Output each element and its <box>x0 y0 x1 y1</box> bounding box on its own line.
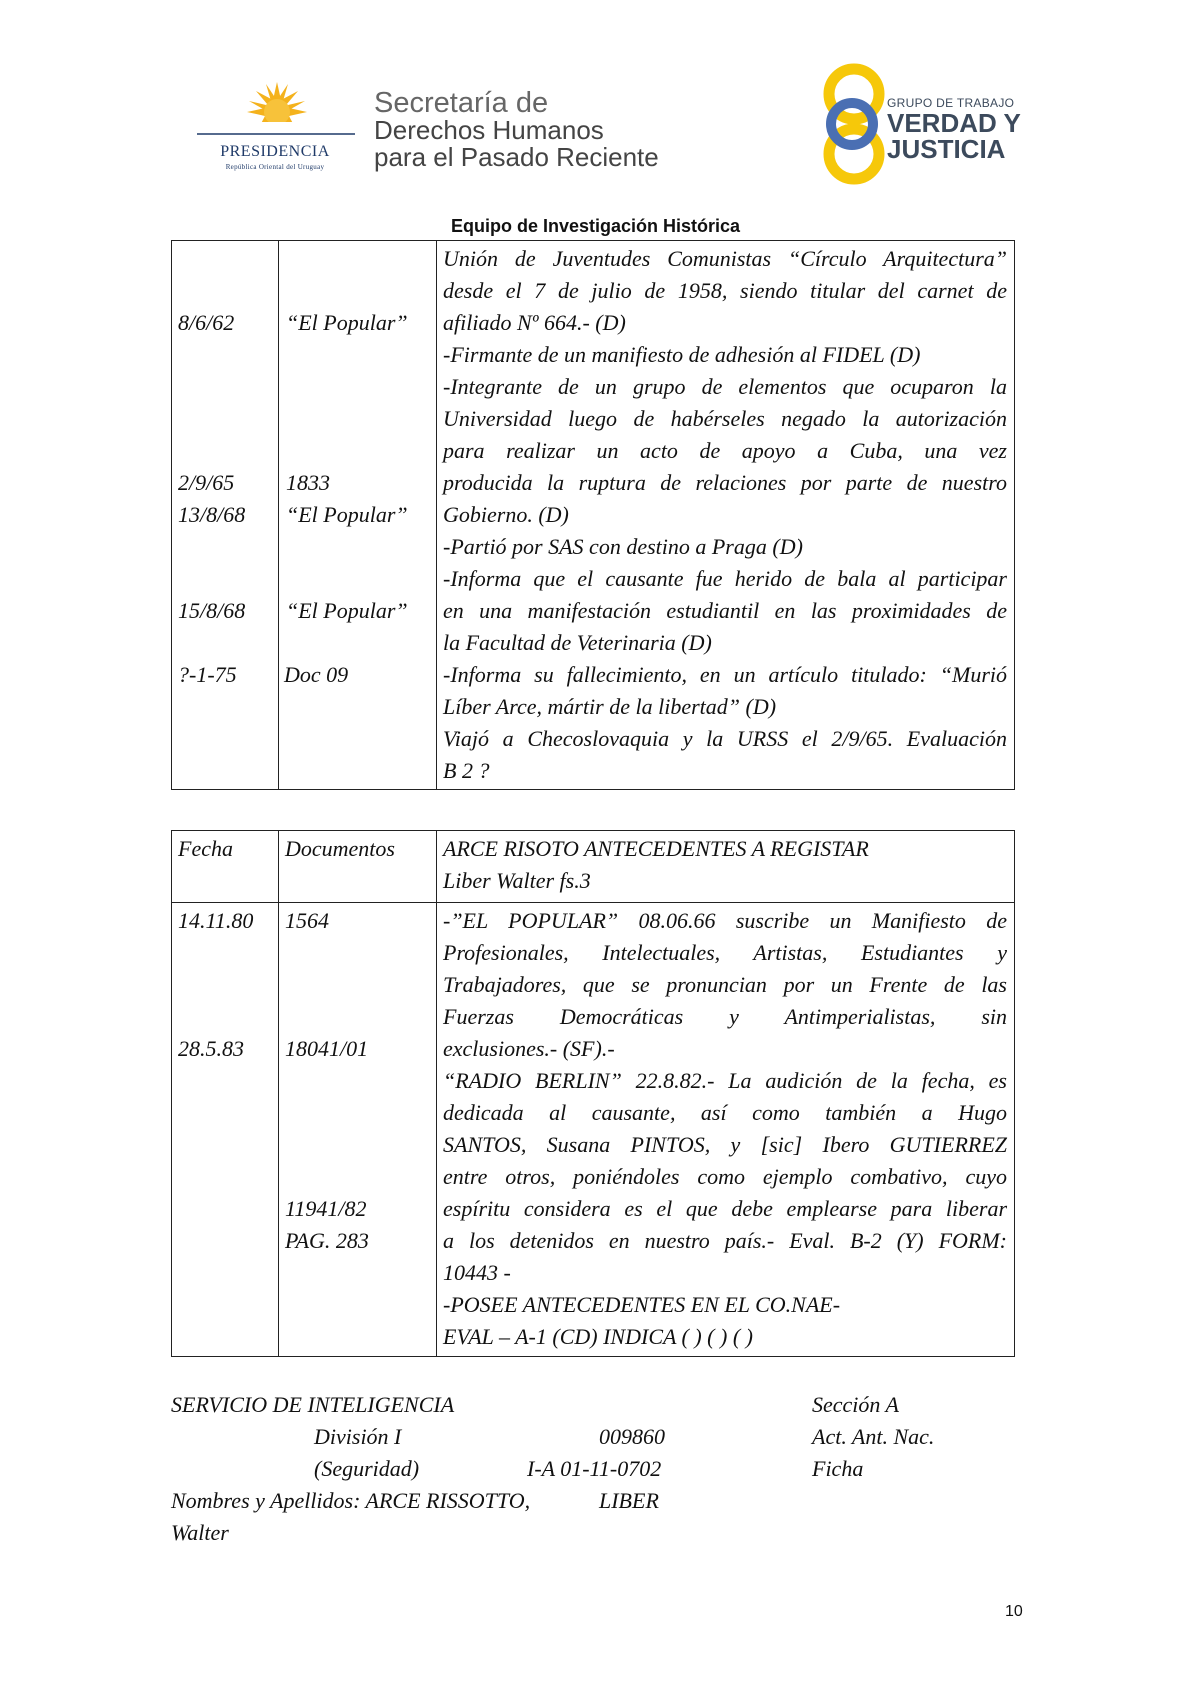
column-divider <box>436 241 437 789</box>
description-line: espíritu considera es el que debe emplearse para liberar <box>443 1196 1007 1221</box>
header-documentos: Documentos <box>285 836 395 861</box>
description-line: Profesionales, Intelectuales, Artistas, Estudiantes y <box>443 940 1007 965</box>
date-cell: ?-1-75 <box>178 662 237 687</box>
description-line: Trabajadores, que se pronuncian por un Frente de las <box>443 972 1007 997</box>
description-line: -Informa su fallecimiento, en un artículo titulado: “Murió <box>443 662 1007 687</box>
header-subtitle: Liber Walter fs.3 <box>443 868 591 893</box>
division-label: División I <box>314 1424 402 1449</box>
document-cell: “El Popular” <box>286 502 408 527</box>
secretaria-title <box>374 87 659 172</box>
description-line: Unión de Juventudes Comunistas “Círculo Arquitectura” <box>443 246 1007 271</box>
document-cell: “El Popular” <box>286 598 408 623</box>
document-cell: Doc 09 <box>284 662 349 687</box>
seguridad-label: (Seguridad) <box>314 1456 420 1481</box>
first-name: LIBER <box>599 1488 659 1513</box>
document-cell: 1833 <box>286 470 330 495</box>
header-fecha: Fecha <box>178 836 233 861</box>
secretaria-line-3: para el Pasado Reciente <box>374 142 659 172</box>
file-code: I-A 01-11-0702 <box>527 1456 662 1481</box>
date-cell: 8/6/62 <box>178 310 235 335</box>
column-divider <box>436 831 437 1356</box>
gtvj-line-3: JUSTICIA <box>887 134 1006 164</box>
date-cell: 14.11.80 <box>178 908 254 933</box>
secretaria-line-1: Secretaría de <box>374 87 549 119</box>
description-line: en una manifestación estudiantil en las proximidades de <box>443 598 1007 623</box>
team-heading: Equipo de Investigación Histórica <box>450 216 741 236</box>
description-line: -Integrante de un grupo de elementos que ocuparon la <box>443 374 1007 399</box>
nombres-label: Nombres y Apellidos: ARCE RISSOTTO, <box>171 1488 531 1513</box>
description-line: B 2 ? <box>443 758 490 783</box>
date-cell: 13/8/68 <box>178 502 246 527</box>
date-cell: 15/8/68 <box>178 598 246 623</box>
servicio-label: SERVICIO DE INTELIGENCIA <box>171 1392 455 1417</box>
description-line: Viajó a Checoslovaquia y la URSS el 2/9/65. Evaluación <box>443 726 1007 751</box>
date-cell: 2/9/65 <box>178 470 235 495</box>
document-cell: 11941/82 <box>285 1196 367 1221</box>
act-label: Act. Ant. Nac. <box>812 1424 935 1449</box>
description-line: a los detenidos en nuestro país.- Eval. B-2 (Y) FORM: <box>443 1228 1007 1253</box>
page-number: 10 <box>1005 1603 1023 1620</box>
description-cell <box>443 243 1007 787</box>
description-line: Fuerzas Democráticas y Antimperialistas, sin <box>443 1004 1007 1029</box>
date-cell: 28.5.83 <box>178 1036 244 1061</box>
gtvj-line-2: VERDAD Y <box>887 108 1021 138</box>
description-line: para realizar un acto de apoyo a Cuba, una vez <box>443 438 1007 463</box>
gtvj-title <box>887 96 1021 162</box>
description-line: 10443 - <box>443 1260 511 1285</box>
description-cell <box>443 905 1007 1353</box>
records-table-1 <box>171 240 1015 790</box>
file-number: 009860 <box>599 1424 665 1449</box>
description-line: -POSEE ANTECEDENTES EN EL CO.NAE- <box>443 1292 841 1317</box>
description-line: Líber Arce, mártir de la libertad” (D) <box>443 694 777 719</box>
second-name: Walter <box>171 1520 229 1545</box>
presidencia-sub-label: República Oriental del Uruguay <box>225 163 325 171</box>
gtvj-line-1: GRUPO DE TRABAJO <box>887 96 1015 110</box>
description-line: -Partió por SAS con destino a Praga (D) <box>443 534 803 559</box>
description-line: Gobierno. (D) <box>443 502 569 527</box>
records-table-2 <box>171 830 1015 1357</box>
description-line: EVAL – A-1 (CD) INDICA ( ) ( ) ( ) <box>443 1324 753 1349</box>
description-line: “RADIO BERLIN” 22.8.82.- La audición de la fecha, es <box>443 1068 1007 1093</box>
description-line: -Informa que el causante fue herido de bala al participar <box>443 566 1007 591</box>
document-cell: 1564 <box>285 908 329 933</box>
description-line: desde el 7 de julio de 1958, siendo titular del carnet de <box>443 278 1007 303</box>
presidencia-label: PRESIDENCIA <box>220 143 330 160</box>
header-divider <box>172 902 1014 903</box>
column-divider <box>278 241 279 789</box>
description-line: la Facultad de Veterinaria (D) <box>443 630 712 655</box>
header-title: ARCE RISOTO ANTECEDENTES A REGISTAR <box>443 836 869 861</box>
document-cell: “El Popular” <box>286 310 408 335</box>
description-line: Universidad luego de habérseles negado la autorización <box>443 406 1007 431</box>
description-line: exclusiones.- (SF).- <box>443 1036 615 1061</box>
ficha-label: Ficha <box>812 1456 864 1481</box>
document-cell: PAG. 283 <box>285 1228 369 1253</box>
description-line: -”EL POPULAR” 08.06.66 suscribe un Manifiesto de <box>443 908 1007 933</box>
description-line: afiliado Nº 664.- (D) <box>443 310 626 335</box>
description-line: dedicada al causante, así como también a Hugo <box>443 1100 1007 1125</box>
description-line: producida la ruptura de relaciones por parte de nuestro <box>443 470 1007 495</box>
description-line: -Firmante de un manifiesto de adhesión al FIDEL (D) <box>443 342 921 367</box>
description-line: SANTOS, Susana PINTOS, y [sic] Ibero GUTIERREZ <box>443 1132 1007 1157</box>
document-cell: 18041/01 <box>285 1036 369 1061</box>
secretaria-line-2: Derechos Humanos <box>374 115 604 145</box>
seccion-label: Sección A <box>812 1392 899 1417</box>
description-line: entre otros, poniéndoles como ejemplo combativo, cuyo <box>443 1164 1007 1189</box>
column-divider <box>278 831 279 1356</box>
